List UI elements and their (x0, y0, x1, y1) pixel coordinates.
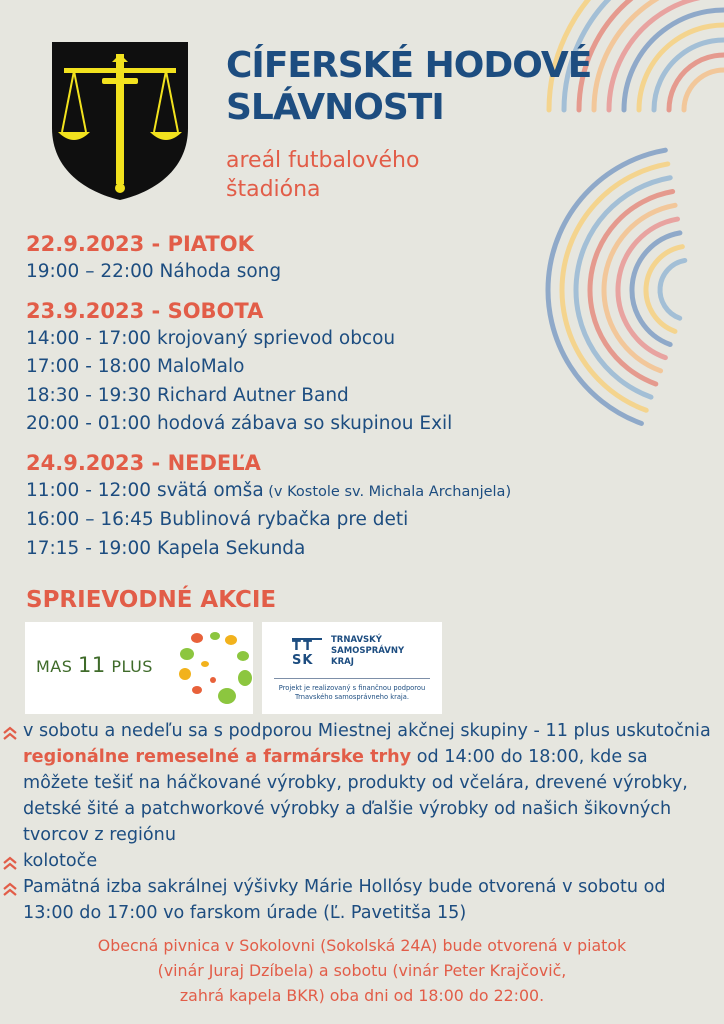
mas-text-a: MAS (36, 657, 78, 676)
divider (274, 678, 430, 679)
market-text-after: od 14:00 do 18:00, kde sa môžete tešiť na háčkované výrobky, produkty od včelára, drevené výrobky, detské šité a patchworkové výrobky a ďalšie výrobky od našich šikovných tvorcov z regiónu (23, 747, 688, 845)
decorative-arc (579, 0, 724, 110)
double-chevron-up-icon (2, 726, 18, 740)
event-item (26, 382, 666, 411)
market-highlight: regionálne remeselné a farmárske trhy (23, 747, 412, 767)
day-friday (26, 230, 666, 287)
ttsk-mark-icon (292, 638, 322, 668)
event-item (26, 258, 666, 287)
event-text: 17:00 - 18:00 MaloMalo (26, 356, 245, 377)
day-title: 22.9.2023 - PIATOK (26, 232, 254, 256)
event-item (26, 410, 666, 439)
list-item-market (22, 718, 712, 848)
double-chevron-up-icon (2, 882, 18, 896)
event-item (26, 506, 666, 535)
ttsk-mark-bottom: SK (292, 653, 314, 668)
side-events-list (22, 718, 712, 926)
event-item (26, 535, 666, 564)
ttsk-funding-note (274, 684, 430, 702)
event-note: (v Kostole sv. Michala Archanjela) (263, 483, 512, 500)
event-text: 19:00 – 22:00 Náhoda song (26, 261, 282, 282)
day-sunday (26, 449, 666, 564)
ttsk-name-line: KRAJ (331, 657, 354, 667)
double-chevron-up-icon (2, 856, 18, 870)
program (26, 230, 666, 573)
day-title: 24.9.2023 - NEDEĽA (26, 450, 261, 475)
title-line-2: SLÁVNOSTI (226, 87, 444, 128)
market-text: v sobotu a nedeľu sa s podporou Miestnej akčnej skupiny - 11 plus uskutočnia (23, 721, 711, 741)
event-text: 14:00 - 17:00 krojovaný sprievod obcou (26, 327, 396, 349)
mas-dots-icon (175, 628, 253, 708)
mas-text-b: 11 (78, 653, 106, 677)
exhibition-text: Pamätná izba sakrálnej výšivky Márie Hollósy bude otvorená v sobotu od 13:00 do 17:00 vo farskom úrade (Ľ. Pavetitša 15) (23, 877, 666, 923)
event-text: 11:00 - 12:00 svätá omša (26, 479, 264, 501)
ttsk-name-line: SAMOSPRÁVNY (331, 646, 405, 656)
ttsk-name (331, 635, 404, 668)
event-item (26, 353, 666, 382)
event-text: 16:00 – 16:45 Bublinová rybačka pre deti (26, 509, 409, 530)
list-item-exhibition (22, 874, 712, 926)
event-text: 17:15 - 19:00 Kapela Sekunda (26, 537, 306, 559)
ttsk-logo (262, 622, 442, 714)
footer-line: zahrá kapela BKR) oba dni od 18:00 do 22:00. (179, 986, 545, 1005)
event-text: 20:00 - 01:00 hodová zábava so skupinou Exil (26, 413, 453, 434)
decorative-arc (684, 70, 724, 110)
venue (226, 146, 419, 204)
venue-line-2: štadióna (226, 177, 321, 202)
side-events-title: SPRIEVODNÉ AKCIE (26, 587, 277, 613)
footer-line: (vinár Juraj Dzíbela) a sobotu (vinár Peter Krajčovič, (157, 961, 567, 980)
event-item (26, 477, 666, 507)
ttsk-note-line: Trnavského samosprávneho kraja. (294, 693, 410, 701)
title-line-1: CÍFERSKÉ HODOVÉ (226, 45, 592, 86)
coat-of-arms-icon (50, 40, 190, 202)
mas-11-plus-logo (25, 622, 253, 714)
day-title: 23.9.2023 - SOBOTA (26, 298, 264, 323)
event-item (26, 325, 666, 354)
venue-line-1: areál futbalového (226, 148, 420, 173)
day-saturday (26, 297, 666, 439)
event-text: 18:30 - 19:30 Richard Autner Band (26, 384, 349, 406)
mas-text-c: PLUS (105, 657, 153, 676)
footer-line: Obecná pivnica v Sokolovni (Sokolská 24A) bude otvorená v piatok (97, 936, 627, 955)
carousel-text: kolotoče (23, 851, 98, 871)
ttsk-mark-top: TT (292, 638, 322, 654)
list-item-carousel (22, 848, 712, 874)
ttsk-note-line: Projekt je realizovaný s finančnou podporou (278, 684, 426, 692)
page-title (226, 45, 591, 129)
footer-note (30, 933, 694, 1008)
mas-logo-text (36, 653, 153, 677)
ttsk-name-line: TRNAVSKÝ (331, 635, 382, 645)
